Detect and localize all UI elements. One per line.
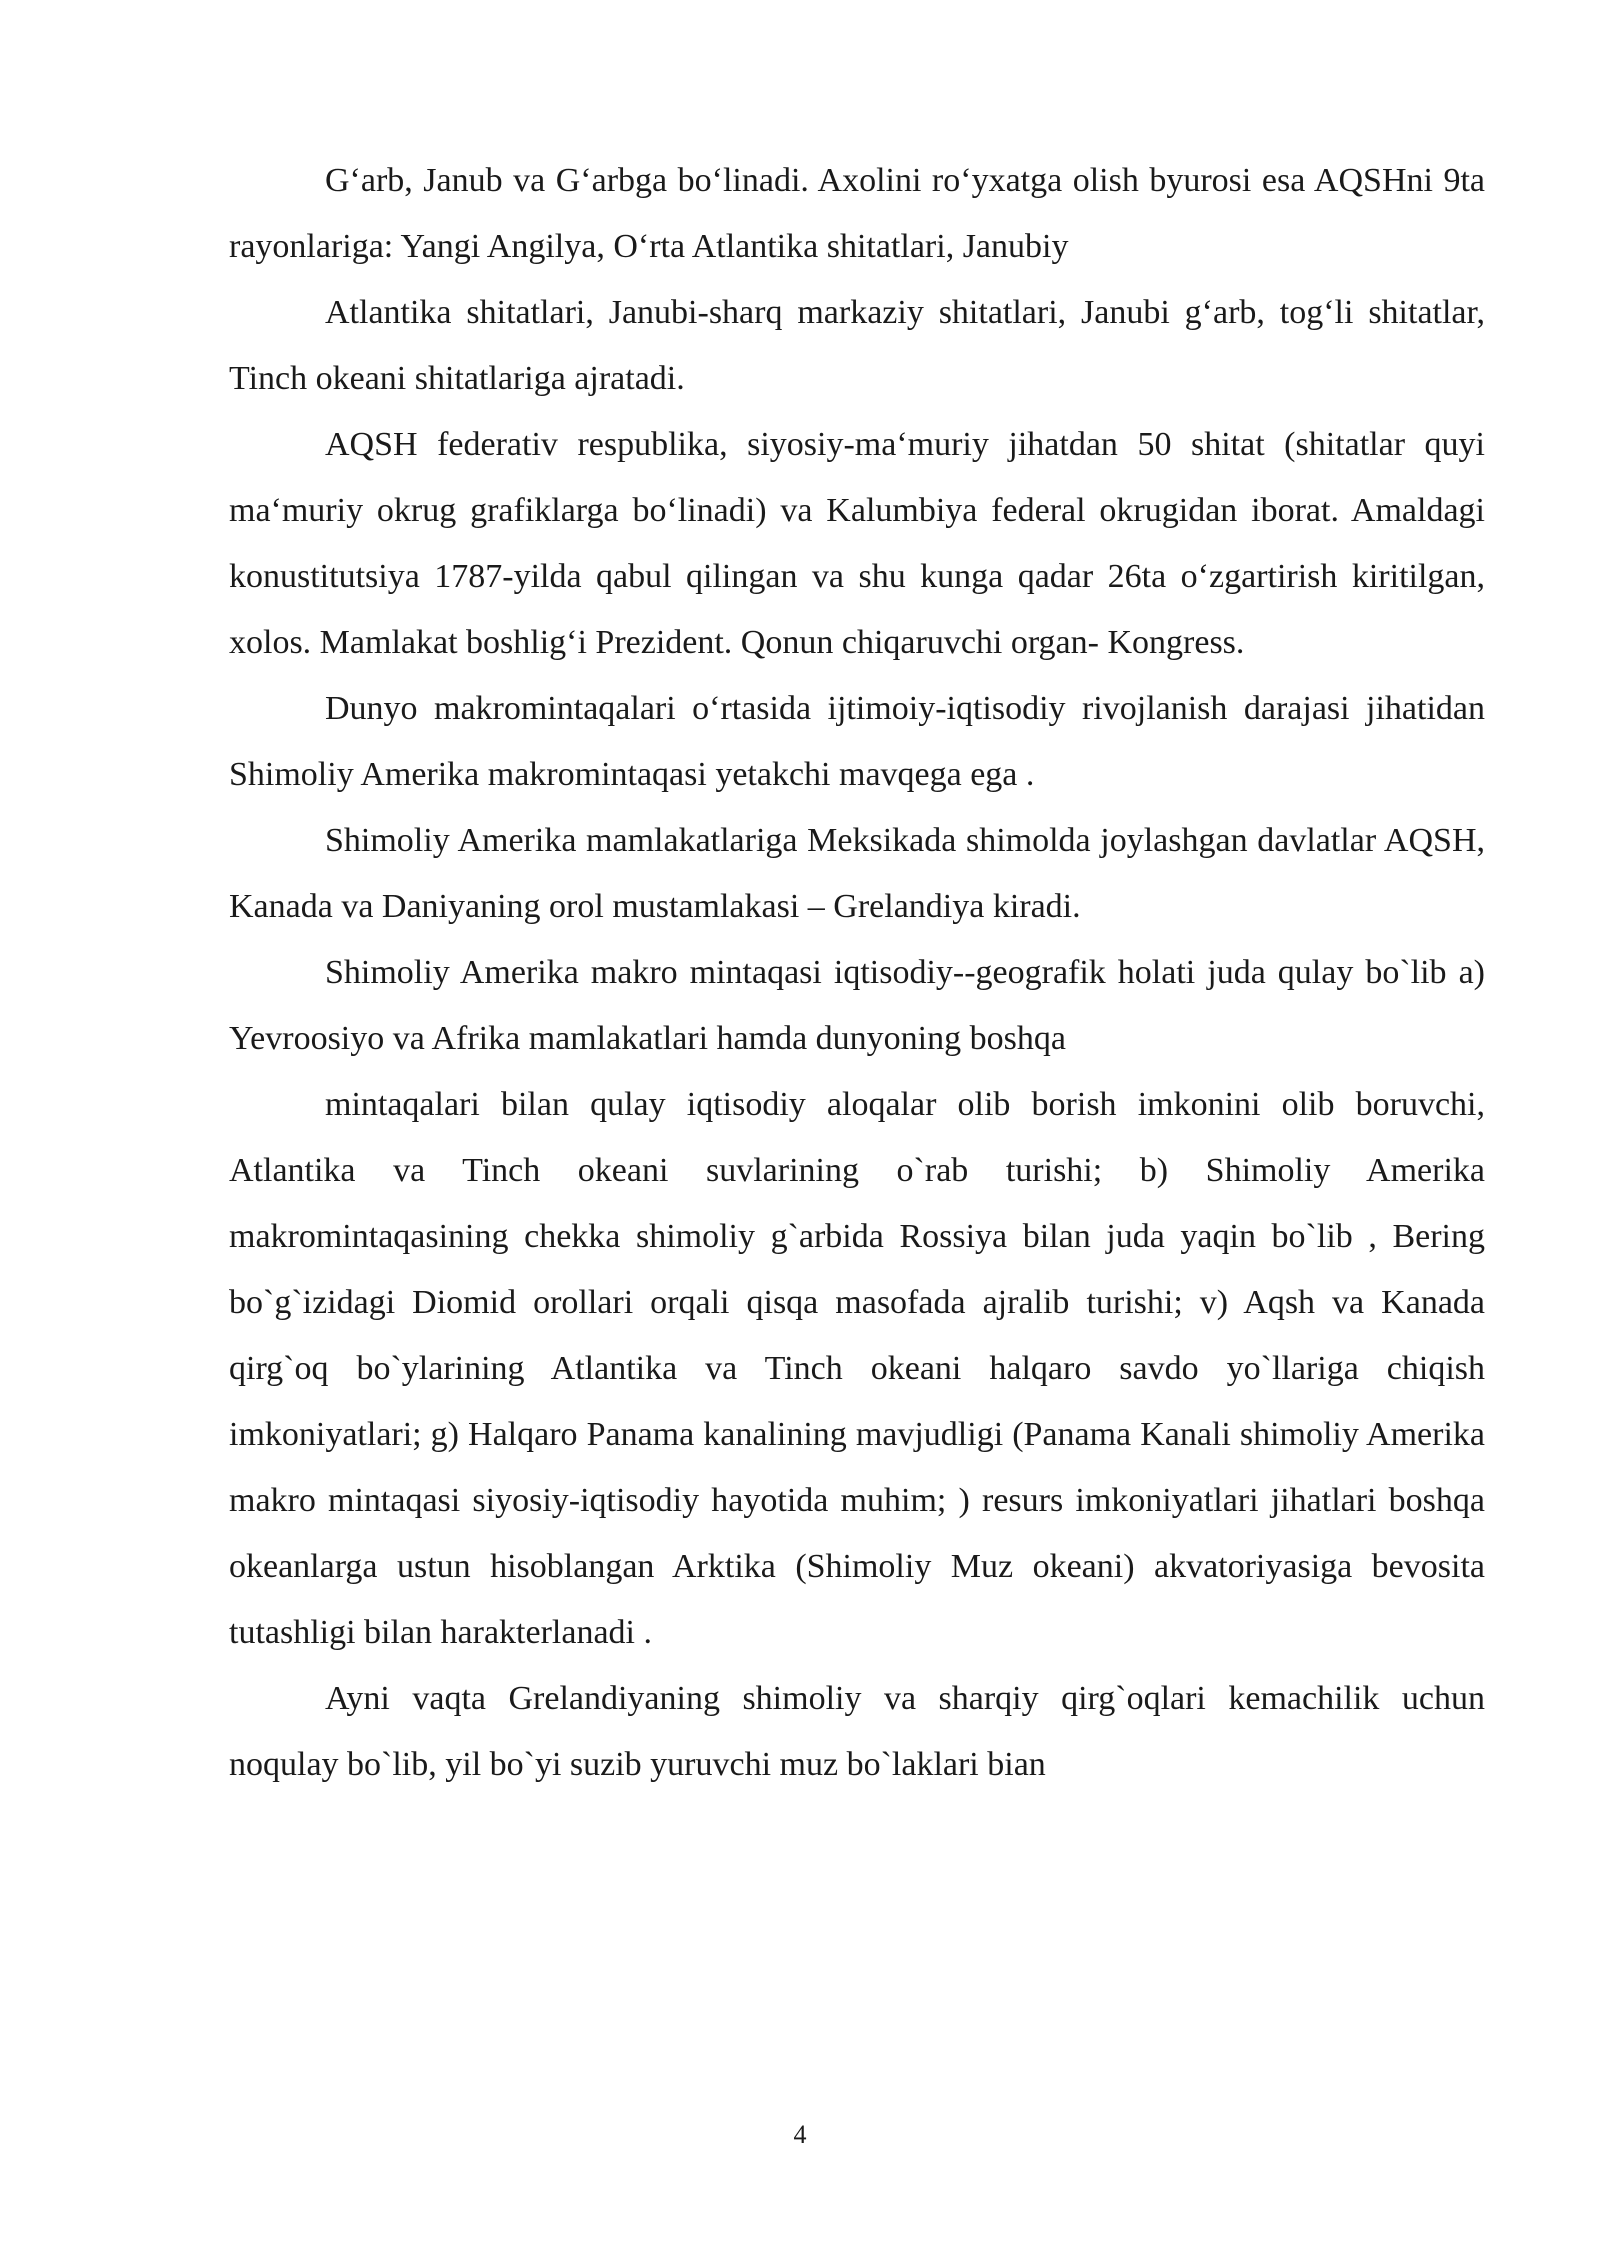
- paragraph-6: Shimoliy Amerika makro mintaqasi iqtisodiy--geografik holati juda qulay bo`lib a) Yevroosiyo va Afrika mamlakatlari hamda dunyoning boshqa: [229, 954, 1485, 1057]
- paragraph-8: Ayni vaqta Grelandiyaning shimoliy va sharqiy qirg`oqlari kemachilik uchun noqulay bo`lib, yil bo`yi suzib yuruvchi muz bo`laklari bian: [229, 1680, 1485, 1783]
- paragraph-4: Dunyo makromintaqalari o‘rtasida ijtimoiy-iqtisodiy rivojlanish darajasi jihatidan Shimoliy Amerika makromintaqasi yetakchi mavqega ega .: [229, 690, 1485, 793]
- body-text: [229, 148, 1485, 1798]
- paragraph-1: G‘arb, Janub va G‘arbga bo‘linadi. Axolini ro‘yxatga olish byurosi esa AQSHni 9ta rayonlariga: Yangi Angilya, O‘rta Atlantika shitatlari, Janubiy: [229, 162, 1485, 265]
- paragraph-7: mintaqalari bilan qulay iqtisodiy aloqalar olib borish imkonini olib boruvchi, Atlantika va Tinch okeani suvlarining o`rab turishi; b) Shimoliy Amerika makromintaqasining chekka shimoliy g`arbida Rossiya bilan juda yaqin bo`lib , Bering bo`g`izidagi Diomid orollari orqali qisqa masofada ajralib turishi; v) Aqsh va Kanada qirg`oq bo`ylarining Atlantika va Tinch okeani halqaro savdo yo`llariga chiqish imkoniyatlari; g) Halqaro Panama kanalining mavjudligi (Panama Kanali shimoliy Amerika makro mintaqasi siyosiy-iqtisodiy hayotida muhim; ) resurs imkoniyatlari jihatlari boshqa okeanlarga ustun hisoblangan Arktika (Shimoliy Muz okeani) akvatoriyasiga bevosita tutashligi bilan harakterlanadi .: [229, 1086, 1485, 1651]
- page-number: 4: [793, 2120, 807, 2149]
- paragraph-2: Atlantika shitatlari, Janubi-sharq markaziy shitatlari, Janubi g‘arb, tog‘li shitatlar, Tinch okeani shitatlariga ajratadi.: [229, 294, 1485, 397]
- paragraph-3: AQSH federativ respublika, siyosiy-ma‘muriy jihatdan 50 shitat (shitatlar quyi ma‘muriy okrug grafiklarga bo‘linadi) va Kalumbiya federal okrugidan iborat. Amaldagi konustitutsiya 1787-yilda qabul qilingan va shu kunga qadar 26ta o‘zgartirish kiritilgan, xolos. Mamlakat boshlig‘i Prezident. Qonun chiqaruvchi organ- Kongress.: [229, 426, 1485, 661]
- paragraph-5: Shimoliy Amerika mamlakatlariga Meksikada shimolda joylashgan davlatlar AQSH, Kanada va Daniyaning orol mustamlakasi – Grelandiya kiradi.: [229, 822, 1485, 925]
